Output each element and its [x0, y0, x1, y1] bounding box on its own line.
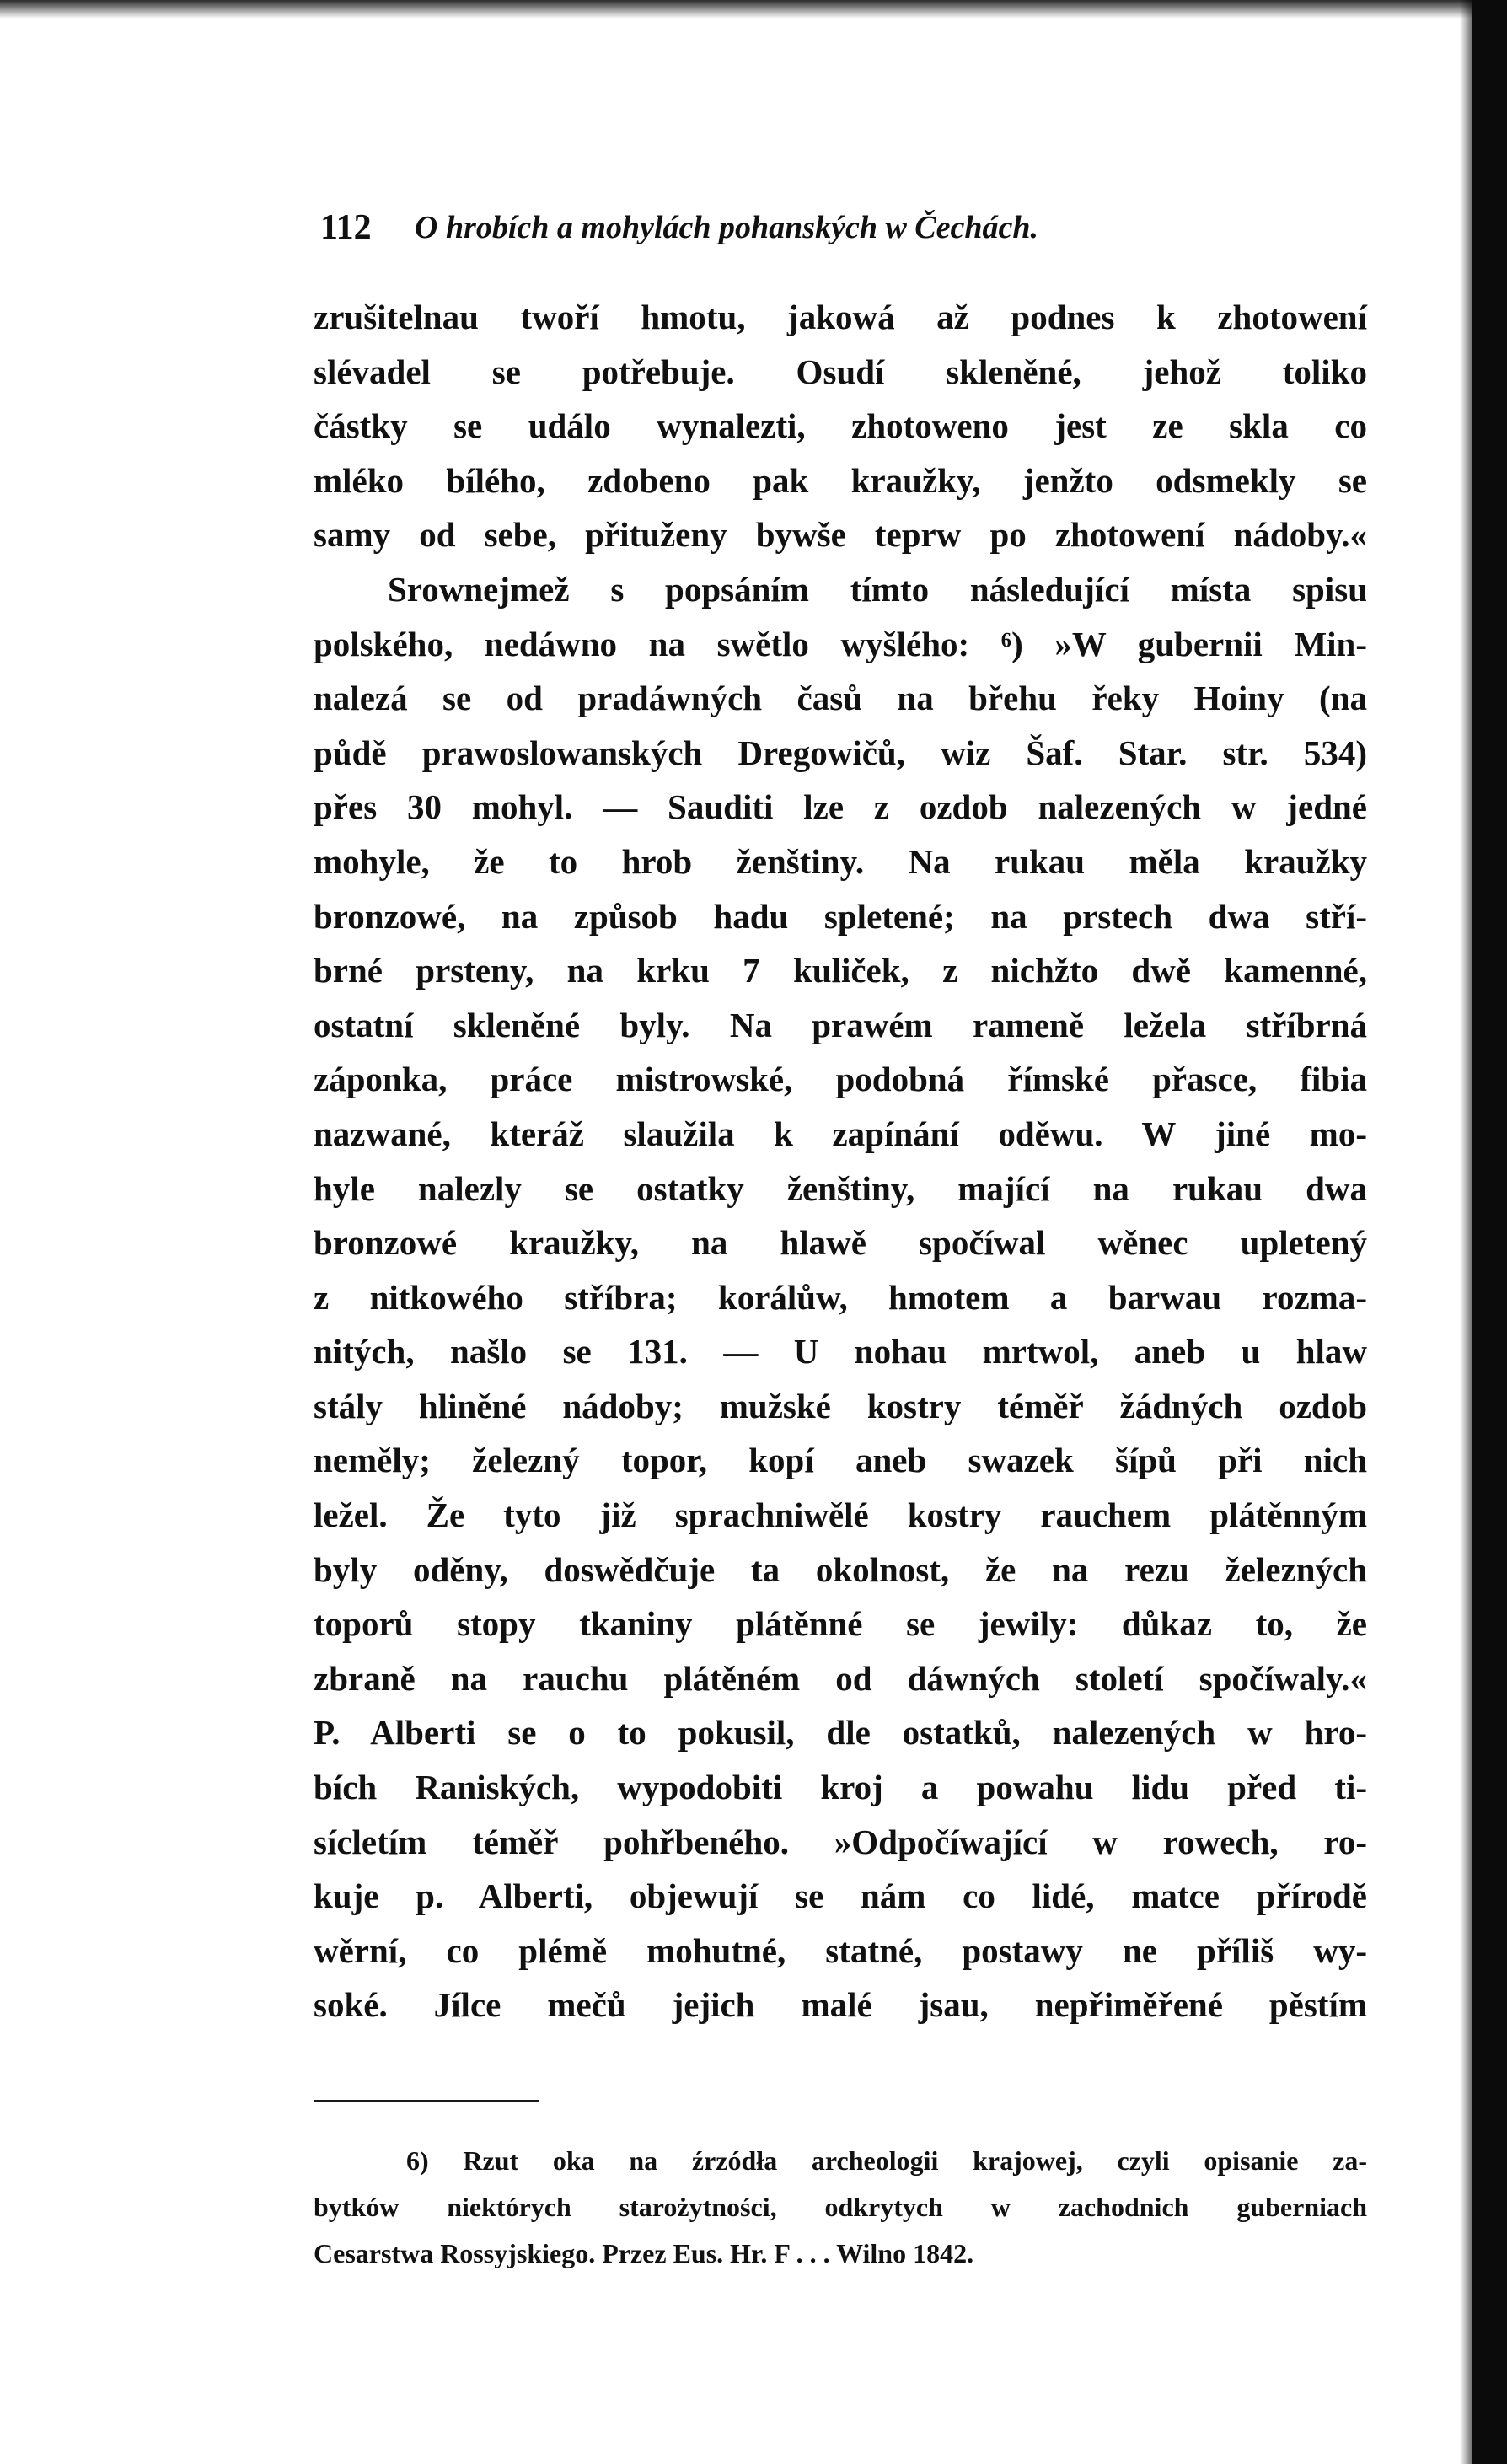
text-line: z nitkowého stříbra; korálůw, hmotem a barwau rozma-: [314, 1277, 1367, 1317]
running-title: O hrobích a mohylách pohanských w Čechách.: [415, 210, 1039, 245]
text-line: ležel. Že tyto již sprachniwělé kostry rauchem plátěnným: [314, 1495, 1367, 1535]
book-page: [314, 202, 1367, 2277]
text-line: mléko bílého, zdobeno pak kraužky, jenžto odsmekly se: [314, 460, 1367, 500]
text-line: zbraně na rauchu plátěném od dáwných století spočíwaly.«: [314, 1658, 1367, 1698]
text-line: byly oděny, doswědčuje ta okolnost, že na rezu železných: [314, 1549, 1367, 1589]
page-number: 112: [320, 208, 372, 247]
text-line: bronzowé kraužky, na hlawě spočíwal wěnec upletený: [314, 1223, 1367, 1263]
text-line: slévadel se potřebuje. Osudí skleněné, jehož toliko: [314, 352, 1367, 391]
text-line: nazwané, kteráž slaužila k zapínání oděwu. W jiné mo-: [314, 1114, 1367, 1153]
text-line: nalezá se od pradáwných časů na břehu řeky Hoiny (na: [314, 679, 1367, 718]
text-line: toporů stopy tkaniny plátěnné se jewily: důkaz to, že: [314, 1604, 1367, 1644]
text-line: soké. Jílce mečů jejich malé jsau, nepřiměřené pěstím: [314, 1985, 1367, 2025]
footnote: [314, 2138, 1367, 2277]
text-line: mohyle, že to hrob ženštiny. Na rukau měla kraužky: [314, 841, 1367, 881]
text-line: P. Alberti se o to pokusil, dle ostatků, nalezených w hro-: [314, 1713, 1367, 1753]
text-line: samy od sebe, přituženy bywše teprw po zhotowení nádoby.«: [314, 515, 1367, 555]
scan-right-edge: [1472, 0, 1507, 2464]
page-header: [314, 202, 1367, 253]
text-line: stály hliněné nádoby; mužské kostry téměř žádných ozdob: [314, 1386, 1367, 1425]
text-line: částky se událo wynalezti, zhotoweno jest ze skla co: [314, 406, 1367, 446]
text-line: polského, nedáwno na swětlo wyšlého: ⁶) »W gubernii Min-: [314, 624, 1367, 663]
body-text: [314, 290, 1367, 2032]
text-line: neměly; železný topor, kopí aneb swazek šípů při nich: [314, 1441, 1367, 1480]
scan-gutter-shadow: [1460, 0, 1472, 2464]
text-line: zrušitelnau twoří hmotu, jakowá až podnes k zhotowení: [314, 298, 1367, 336]
text-line: Srownejmež s popsáním tímto následující místa spisu: [388, 569, 1367, 609]
footnote-line: bytków niektórych starożytności, odkrytych w zachodnich guberniach: [314, 2192, 1367, 2222]
footnote-line: 6) Rzut oka na źrzódła archeologii krajowej, czyli opisanie za-: [406, 2145, 1367, 2176]
text-line: půdě prawoslowanských Dregowičů, wiz Šaf. Star. str. 534): [314, 733, 1367, 772]
text-line: brné prsteny, na krku 7 kuliček, z nichžto dwě kamenné,: [314, 951, 1367, 990]
footnote-rule: [314, 2100, 539, 2102]
text-line: kuje p. Alberti, objewují se nám co lidé, matce přírodě: [314, 1876, 1367, 1916]
text-line: hyle nalezly se ostatky ženštiny, mající na rukau dwa: [314, 1168, 1367, 1208]
text-line: bronzowé, na způsob hadu spletené; na prstech dwa stří-: [314, 896, 1367, 936]
text-line: bích Raniských, wypodobiti kroj a powahu lidu před ti-: [314, 1768, 1367, 1807]
text-line: wěrní, co plémě mohutné, statné, postawy ne příliš wy-: [314, 1930, 1367, 1970]
text-line: ostatní skleněné byly. Na prawém rameně ležela stříbrná: [314, 1005, 1367, 1044]
scan-top-edge: [0, 0, 1507, 19]
footnote-line: Cesarstwa Rossyjskiego. Przez Eus. Hr. F . . . Wilno 1842.: [314, 2238, 974, 2268]
text-line: záponka, práce mistrowské, podobná římské přasce, fibia: [314, 1060, 1367, 1099]
text-line: nitých, našlo se 131. — U nohau mrtwol, aneb u hlaw: [314, 1332, 1367, 1372]
text-line: přes 30 mohyl. — Sauditi lze z ozdob nalezených w jedné: [314, 787, 1367, 827]
text-line: sícletím téměř pohřbeného. »Odpočíwající w rowech, ro-: [314, 1822, 1367, 1861]
